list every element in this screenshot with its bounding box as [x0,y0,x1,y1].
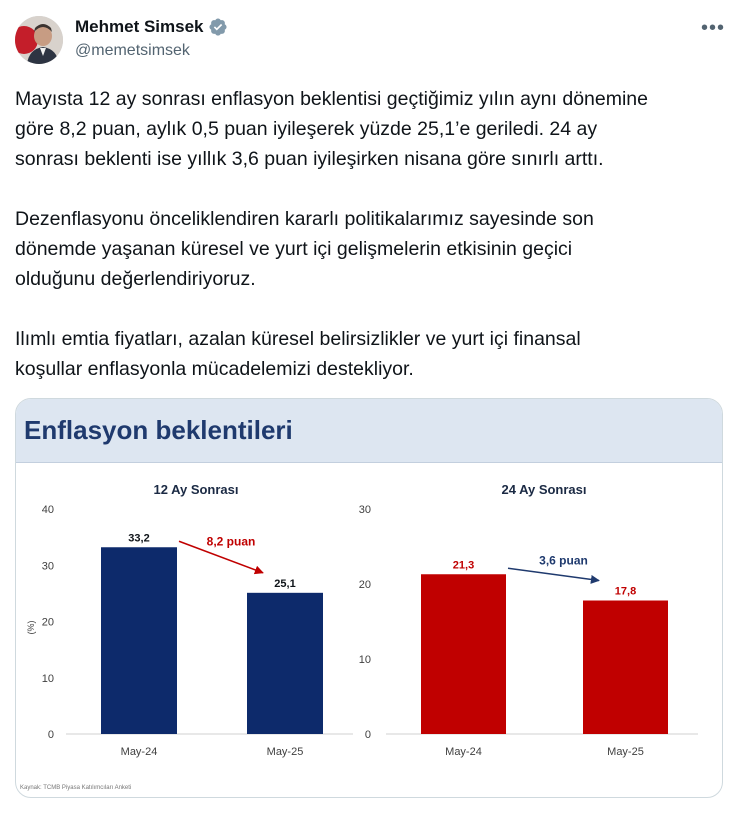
bar [583,601,668,735]
tweet-line: sonrası beklenti ise yıllık 3,6 puan iyileşirken nisana göre sınırlı arttı. [15,148,604,170]
tweet-line: Mayısta 12 ay sonrası enflasyon beklentisi geçtiğimiz yılın aynı dönemine [15,88,648,110]
tweet-line: Ilımlı emtia fiyatları, azalan küresel belirsizlikler ve yurt içi finansal [15,328,581,350]
author-name-row [75,17,228,37]
inflation-expectations-charts [16,463,722,785]
y-tick-label: 0 [364,729,371,741]
x-tick-label: May-24 [445,746,482,758]
more-options-icon[interactable]: ••• [701,16,726,39]
author-handle[interactable]: @memetsimsek [75,42,190,59]
tweet-line: dönemde yaşanan küresel ve yurt içi gelişmelerin etkisinin geçici [15,238,573,260]
change-annotation: 8,2 puan [206,534,256,549]
tweet-media-image[interactable] [15,398,723,798]
data-label: 25,1 [274,577,296,590]
bar [247,593,323,734]
data-label: 21,3 [452,559,475,572]
y-tick-label: 40 [41,504,54,516]
verified-badge-icon [208,17,228,37]
slide-title: Enflasyon beklentileri [24,415,293,445]
tweet-line: göre 8,2 puan, aylık 0,5 puan iyileşerek yüzde 25,1’e geriledi. 24 ay [15,118,598,140]
x-tick-label: May-24 [120,746,158,758]
y-tick-label: 30 [358,504,371,516]
x-tick-label: May-25 [266,746,304,758]
tweet-text [15,84,727,384]
source-note: Kaynak: TCMB Piyasa Katılımcıları Anketi [20,785,132,791]
tweet-header [15,14,725,66]
avatar-portrait-icon [15,16,63,64]
y-tick-label: 0 [47,729,54,741]
slide-header [16,399,722,463]
y-tick-label: 20 [41,616,54,629]
y-tick-label: 10 [358,654,371,666]
tweet-line: Dezenflasyonu önceliklendiren kararlı politikalarımız sayesinde son [15,208,594,230]
tweet-line: olduğunu değerlendiriyoruz. [15,268,256,290]
avatar[interactable] [15,16,63,64]
y-tick-label: 30 [41,560,54,573]
bar [421,574,506,734]
data-label: 17,8 [614,585,637,598]
chart-title: 12 Ay Sonrası [153,482,239,497]
y-tick-label: 10 [41,672,54,685]
change-annotation: 3,6 puan [539,553,588,568]
y-tick-label: 20 [358,579,371,591]
chart-title: 24 Ay Sonrası [501,482,587,497]
change-arrow [508,568,599,580]
tweet-line: koşullar enflasyonla mücadelemizi destekliyor. [15,358,414,380]
y-axis-label: (%) [26,620,36,635]
display-name[interactable]: Mehmet Simsek [75,17,204,36]
data-label: 33,2 [128,532,150,545]
bar [101,547,177,734]
x-tick-label: May-25 [607,746,644,758]
